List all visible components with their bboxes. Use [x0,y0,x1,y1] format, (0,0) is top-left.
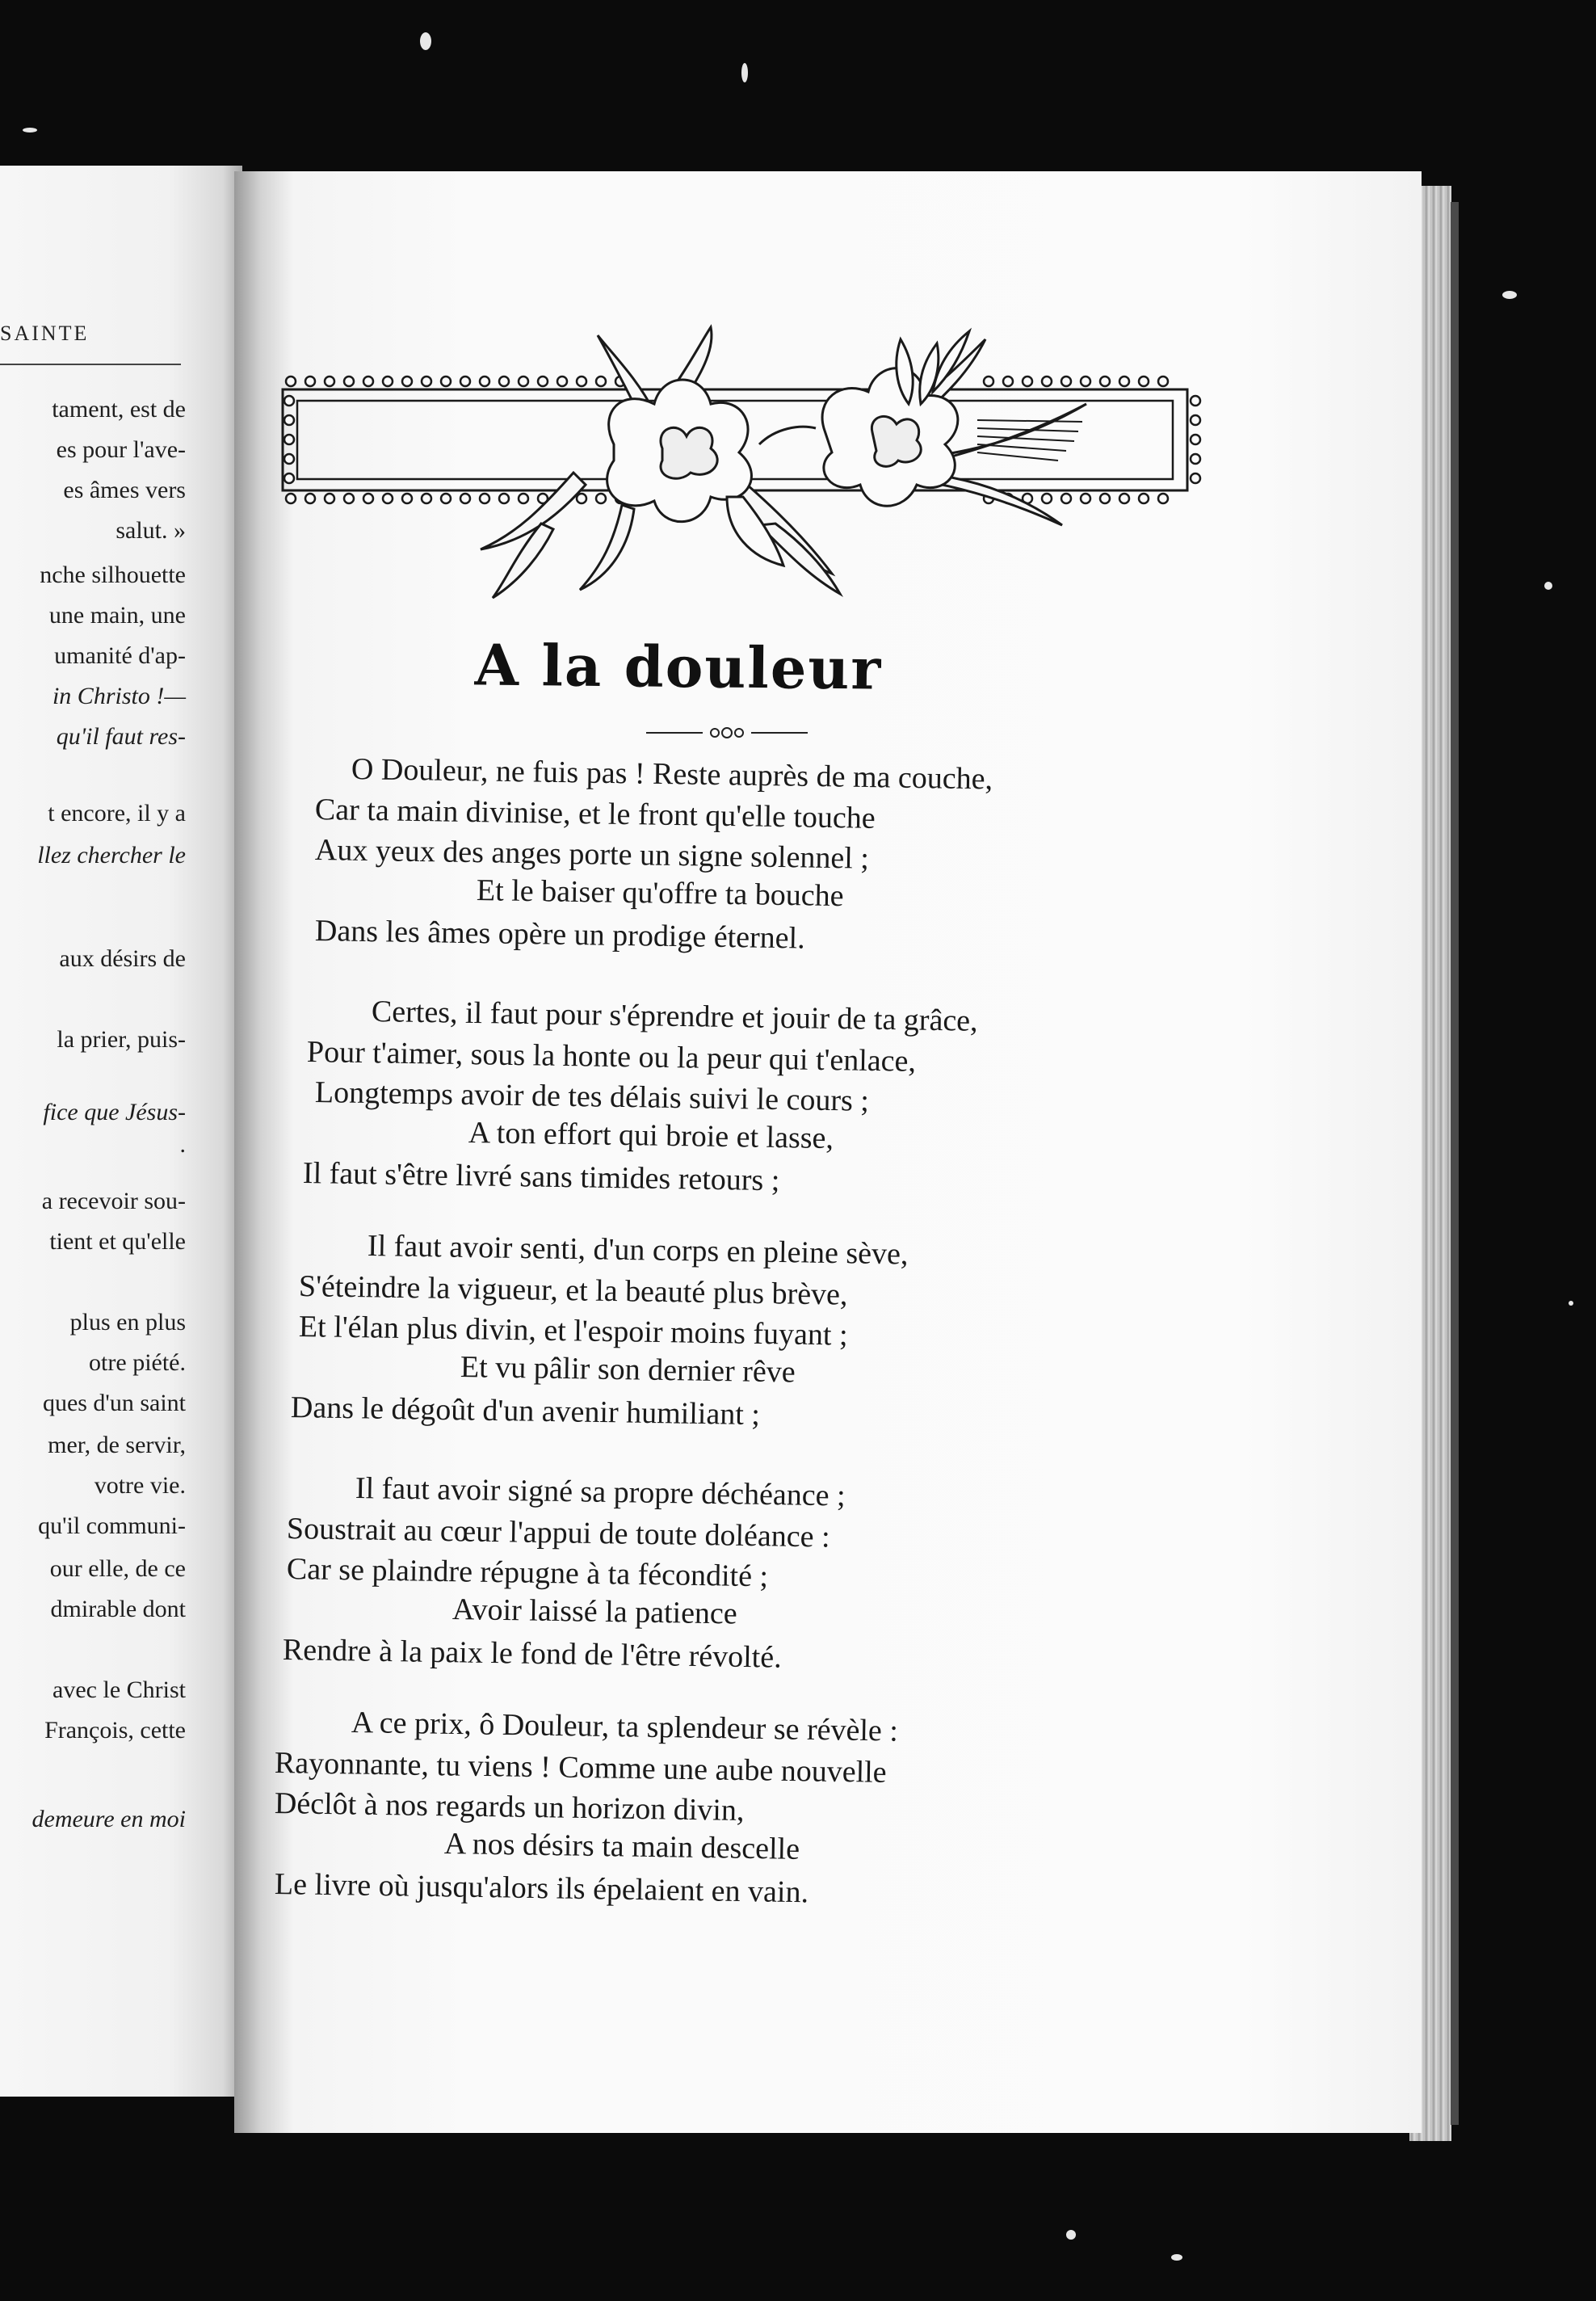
frame-bead [1158,376,1168,386]
left-page-line: salut. » [116,517,186,544]
dust-speck [420,32,431,50]
dust-speck [1569,1301,1573,1306]
poem-line: O Douleur, ne fuis pas ! Reste auprès de ma couche, [351,752,993,797]
frame-bead [519,494,528,503]
poem-line: Rendre à la paix le fond de l'être révolté. [282,1633,783,1675]
left-page-line: François, cette [44,1717,186,1744]
frame-bead [1191,454,1200,464]
frame-bead [344,494,354,503]
left-page-line: in Christo !— [52,683,186,709]
left-page-line: a recevoir sou- [41,1188,186,1214]
frame-bead [422,494,431,503]
dust-speck [1066,2230,1076,2240]
left-page-line: avec le Christ [52,1676,186,1703]
left-page-line: ques d'un saint [42,1390,186,1416]
running-head-text: SAINTE [0,322,90,345]
poem-line: Soustrait au cœur l'appui de toute doléance : [286,1512,830,1554]
floral-ornament-illustration [275,323,1220,614]
frame-bead [383,494,393,503]
frame-bead [1042,376,1052,386]
frame-bead [441,376,451,386]
left-page-line: llez chercher le [37,842,186,869]
left-page-line: es pour l'ave- [56,436,186,463]
frame-bead [984,376,993,386]
poem-line: Il faut avoir signé sa propre déchéance ; [355,1471,846,1513]
poem-line: Déclôt à nos regards un horizon divin, [274,1786,745,1828]
poem-line: Et le baiser qu'offre ta bouche [476,873,844,914]
left-page-line: our elle, de ce [49,1555,186,1582]
left-page-line: tient et qu'elle [49,1228,186,1255]
left-page-line: aux désirs de [59,945,186,972]
frame-bead [557,376,567,386]
poem-title: A la douleur [474,631,883,703]
frame-bead [1191,415,1200,425]
frame-bead [325,494,334,503]
frame-bead [1081,494,1090,503]
left-page-line: plus en plus [69,1309,186,1336]
frame-bead [1042,494,1052,503]
poem-line: Pour t'aimer, sous la honte ou la peur qui t'enlace, [306,1035,917,1079]
frame-bead [1023,376,1032,386]
frame-bead [402,376,412,386]
frame-bead [284,396,294,406]
frame-bead [1081,376,1090,386]
frame-bead [596,376,606,386]
frame-bead [499,494,509,503]
poem-line: Car se plaindre répugne à ta fécondité ; [286,1552,769,1594]
frame-bead [305,494,315,503]
running-head [0,315,181,365]
frame-bead [363,376,373,386]
left-page-line: tament, est de [52,396,186,423]
dust-speck [1544,582,1552,590]
left-page-line: t encore, il y a [48,800,186,827]
poem-line: Certes, il faut pour s'éprendre et jouir de ta grâce, [371,995,978,1038]
page-edge-shadow [1451,202,1459,2125]
poem-line: Rayonnante, tu viens ! Comme une aube nouvelle [274,1746,887,1790]
left-page-line: . [179,1131,186,1158]
left-page-line: mer, de servir, [48,1432,186,1458]
left-page-line: demeure en moi [32,1806,186,1832]
frame-bead [284,473,294,483]
left-page-line: dmirable dont [50,1596,186,1622]
poem-line: A ce prix, ô Douleur, ta splendeur se révèle : [351,1706,899,1748]
poem-line: Et l'élan plus divin, et l'espoir moins fuyant ; [298,1310,848,1352]
dust-speck [23,128,37,133]
frame-bead [325,376,334,386]
left-page-line: la prier, puis- [57,1026,186,1053]
frame-bead [422,376,431,386]
poem-line: S'éteindre la vigueur, et la beauté plus brève, [298,1269,848,1312]
poem-line: Dans le dégoût d'un avenir humiliant ; [290,1390,761,1432]
frame-bead [1139,494,1149,503]
frame-bead [460,494,470,503]
frame-bead [538,376,548,386]
frame-bead [1191,435,1200,444]
ornament-hatching [977,420,1082,461]
poem-line: Car ta main divinise, et le front qu'elle touche [314,793,876,835]
frame-bead [577,494,586,503]
frame-bead [402,494,412,503]
frame-bead [577,376,586,386]
poem-line: Dans les âmes opère un prodige éternel. [314,914,805,956]
frame-bead [286,376,296,386]
frame-bead [460,376,470,386]
frame-bead [1100,494,1110,503]
poem-line: Avoir laissé la patience [452,1592,738,1631]
dust-speck [1502,291,1517,299]
frame-bead [1100,376,1110,386]
left-page-line: fice que Jésus- [43,1099,186,1125]
frame-bead [480,494,489,503]
poem-line: Le livre où jusqu'alors ils épelaient en vain. [274,1867,809,1910]
frame-bead [344,376,354,386]
dust-speck [741,63,748,82]
frame-bead [441,494,451,503]
poem-line: Longtemps avoir de tes délais suivi le cours ; [314,1075,870,1118]
frame-bead [363,494,373,503]
frame-bead [480,376,489,386]
frame-bead [1119,494,1129,503]
frame-bead [284,415,294,425]
poem-line: Et vu pâlir son dernier rêve [460,1350,796,1390]
left-page-line: nche silhouette [40,562,186,588]
left-page-line: es âmes vers [63,477,186,503]
frame-bead [1191,396,1200,406]
poem-line: A nos désirs ta main descelle [443,1827,800,1866]
frame-bead [305,376,315,386]
left-page-line: votre vie. [94,1472,186,1499]
left-page-line: une main, une [48,602,186,629]
frame-bead [1003,376,1013,386]
frame-bead [286,494,296,503]
frame-bead [1119,376,1129,386]
left-page-line: umanité d'ap- [54,642,186,669]
title-flourish-rule [646,723,808,742]
lily-leaves [481,327,1086,598]
frame-bead [1061,494,1071,503]
frame-bead [1139,376,1149,386]
poem-line: Il faut avoir senti, d'un corps en pleine sève, [367,1229,909,1272]
poem-line: A ton effort qui broie et lasse, [468,1116,834,1156]
frame-bead [596,494,606,503]
frame-bead [1191,473,1200,483]
frame-bead [499,376,509,386]
left-page-line: qu'il communi- [38,1512,186,1539]
poem-line: Aux yeux des anges porte un signe solennel ; [314,833,870,876]
poem-line: Il faut s'être livré sans timides retours ; [302,1156,780,1198]
left-page [0,166,242,2097]
left-page-line: otre piété. [89,1349,186,1376]
frame-bead [383,376,393,386]
left-page-line: qu'il faut res- [56,723,186,750]
frame-bead [1061,376,1071,386]
frame-bead [1158,494,1168,503]
frame-bead [284,435,294,444]
dust-speck [1171,2254,1182,2261]
frame-bead [519,376,528,386]
frame-bead [284,454,294,464]
